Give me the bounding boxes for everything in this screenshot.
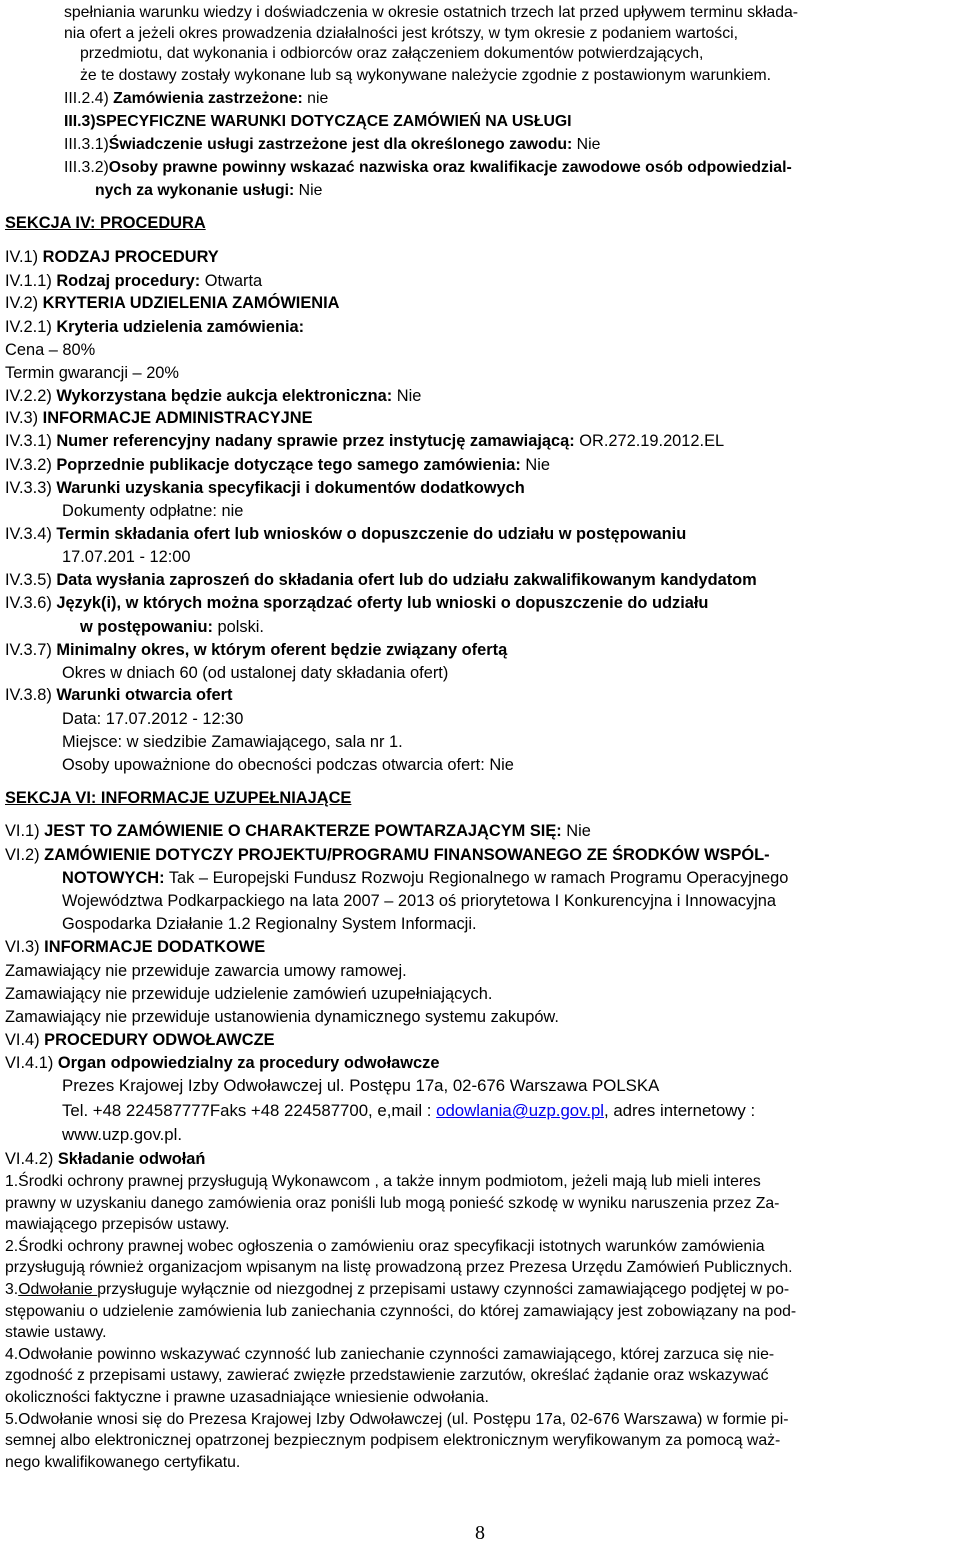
text-line: stępowaniu o udzielenie zamówienia lub zaniechania czynności, do której zamawiający jest zobowiązany na pod- bbox=[5, 1303, 797, 1320]
text-line: okoliczności faktyczne i prawne uzasadniające wniesienie odwołania. bbox=[5, 1389, 489, 1406]
text-line: Zamawiający nie przewiduje zawarcia umowy ramowej. bbox=[5, 962, 407, 980]
section-vi-4-2: VI.4.2) Składanie odwołań bbox=[5, 1150, 206, 1168]
appeal-authority-www: www.uzp.gov.pl. bbox=[62, 1125, 183, 1144]
appeal-authority-contact: Tel. +48 224587777Faks +48 224587700, e,mail : odowlania@uzp.gov.pl, adres internetowy : bbox=[62, 1101, 756, 1120]
criterion-price: Cena – 80% bbox=[5, 341, 96, 359]
section-iv-2-2: IV.2.2) Wykorzystana będzie aukcja elektroniczna: Nie bbox=[5, 387, 422, 405]
binding-period: Okres w dniach 60 (od ustalonej daty składania ofert) bbox=[62, 664, 449, 682]
section-vi-3: VI.3) INFORMACJE DODATKOWE bbox=[5, 938, 266, 956]
section-iv-2: IV.2) KRYTERIA UDZIELENIA ZAMÓWIENIA bbox=[5, 294, 340, 312]
text-line: 1.Środki ochrony prawnej przysługują Wykonawcom , a także innym podmiotom, jeżeli mają lub mieli interes bbox=[5, 1173, 761, 1190]
section-vi-heading: SEKCJA VI: INFORMACJE UZUPEŁNIAJĄCE bbox=[5, 789, 352, 807]
appeal-authority-address: Prezes Krajowej Izby Odwoławczej ul. Postępu 17a, 02-676 Warszawa POLSKA bbox=[62, 1076, 660, 1095]
offer-deadline: 17.07.201 - 12:00 bbox=[62, 548, 191, 566]
text-line: przysługują również organizacjom wpisanym na listę prowadzoną przez Prezesa Urzędu Zamówień Publicznych. bbox=[5, 1259, 793, 1276]
text-line: stawie ustawy. bbox=[5, 1324, 107, 1341]
section-iv-3: IV.3) INFORMACJE ADMINISTRACYJNE bbox=[5, 409, 313, 427]
section-iv-3-1: IV.3.1) Numer referencyjny nadany sprawie przez instytucję zamawiającą: OR.272.19.2012.EL bbox=[5, 432, 725, 450]
section-iii-3-2: III.3.2)Osoby prawne powinny wskazać nazwiska oraz kwalifikacje zawodowe osób odpowiedzial- bbox=[64, 159, 792, 176]
section-iv-3-7: IV.3.7) Minimalny okres, w którym oferent będzie związany ofertą bbox=[5, 641, 508, 659]
email-link[interactable]: odowlania@uzp.gov.pl bbox=[436, 1101, 605, 1120]
text-line: 4.Odwołanie powinno wskazywać czynność lub zaniechanie czynności zamawiającego, której zarzuca się nie- bbox=[5, 1346, 775, 1363]
section-iii-3-1: III.3.1)Świadczenie usługi zastrzeżone jest dla określonego zawodu: Nie bbox=[64, 136, 601, 153]
section-iii-3-heading: III.3)SPECYFICZNE WARUNKI DOTYCZĄCE ZAMÓWIEŃ NA USŁUGI bbox=[64, 113, 572, 130]
text-line: 5.Odwołanie wnosi się do Prezesa Krajowej Izby Odwoławczej (ul. Postępu 17a, 02-676 Warszawa) w formie pi- bbox=[5, 1411, 789, 1428]
section-vi-4-1: VI.4.1) Organ odpowiedzialny za procedury odwoławcze bbox=[5, 1054, 440, 1072]
section-iv-3-6: IV.3.6) Język(i), w których można sporządzać oferty lub wnioski o dopuszczenie do udziału bbox=[5, 594, 709, 612]
criterion-warranty: Termin gwarancji – 20% bbox=[5, 364, 179, 382]
section-vi-2-cont: NOTOWYCH: Tak – Europejski Fundusz Rozwoju Regionalnego w ramach Programu Operacyjnego bbox=[62, 869, 789, 887]
text-line: zgodność z przepisami ustawy, zawierać zwięzłe przedstawienie zarzutów, określać żądanie oraz wskazywać bbox=[5, 1367, 769, 1384]
text-line: 3.Odwołanie przysługuje wyłącznie od niezgodnej z przepisami ustawy czynności zamawiającego podjętej w po- bbox=[5, 1281, 790, 1298]
section-iv-3-4: IV.3.4) Termin składania ofert lub wniosków o dopuszczenie do udziału w postępowaniu bbox=[5, 525, 687, 543]
section-iii-2-4: III.2.4) Zamówienia zastrzeżone: nie bbox=[64, 90, 329, 107]
opening-date: Data: 17.07.2012 - 12:30 bbox=[62, 710, 244, 728]
text-line: 2.Środki ochrony prawnej wobec ogłoszenia o zamówieniu oraz specyfikacji istotnych warunków zamówienia bbox=[5, 1238, 765, 1255]
text-line: Gospodarka Działanie 1.2 Regionalny System Informacji. bbox=[62, 915, 477, 933]
text-line: spełniania warunku wiedzy i doświadczenia w okresie ostatnich trzech lat przed upływem terminu składa- bbox=[64, 4, 799, 21]
text-line: nia ofert a jeżeli okres prowadzenia działalności jest krótszy, w tym okresie z podaniem wartości, bbox=[64, 25, 738, 42]
opening-attendees: Osoby upoważnione do obecności podczas otwarcia ofert: Nie bbox=[62, 756, 514, 774]
text-line: Zamawiający nie przewiduje ustanowienia dynamicznego systemu zakupów. bbox=[5, 1008, 559, 1026]
page-number: 8 bbox=[475, 1522, 485, 1544]
text-line: że te dostawy zostały wykonane lub są wykonywane należycie zgodnie z postawionym warunkiem. bbox=[80, 67, 772, 84]
text-line: nego kwalifikowanego certyfikatu. bbox=[5, 1454, 241, 1471]
section-iv-3-6-cont: w postępowaniu: polski. bbox=[80, 618, 264, 636]
text-line: przedmiotu, dat wykonania i odbiorców oraz załączeniem dokumentów potwierdzających, bbox=[80, 45, 704, 62]
docs-paid: Dokumenty odpłatne: nie bbox=[62, 502, 244, 520]
section-iv-3-8: IV.3.8) Warunki otwarcia ofert bbox=[5, 686, 233, 704]
text-line: mawiającego przepisów ustawy. bbox=[5, 1216, 230, 1233]
section-iv-heading: SEKCJA IV: PROCEDURA bbox=[5, 214, 206, 232]
section-vi-4: VI.4) PROCEDURY ODWOŁAWCZE bbox=[5, 1031, 275, 1049]
section-iv-3-3: IV.3.3) Warunki uzyskania specyfikacji i dokumentów dodatkowych bbox=[5, 479, 525, 497]
section-iv-2-1: IV.2.1) Kryteria udzielenia zamówienia: bbox=[5, 318, 305, 336]
section-vi-1: VI.1) JEST TO ZAMÓWIENIE O CHARAKTERZE POWTARZAJĄCYM SIĘ: Nie bbox=[5, 822, 591, 840]
text-line: prawny w uzyskaniu danego zamówienia oraz poniśli lub mogą ponieść szkodę w wyniku naruszenia przez Za- bbox=[5, 1195, 780, 1212]
section-iv-1: IV.1) RODZAJ PROCEDURY bbox=[5, 248, 219, 266]
section-iii-3-2-cont: nych za wykonanie usługi: Nie bbox=[95, 182, 323, 199]
section-iv-1-1: IV.1.1) Rodzaj procedury: Otwarta bbox=[5, 272, 263, 290]
section-iv-3-2: IV.3.2) Poprzednie publikacje dotyczące tego samego zamówienia: Nie bbox=[5, 456, 551, 474]
section-vi-2: VI.2) ZAMÓWIENIE DOTYCZY PROJEKTU/PROGRAMU FINANSOWANEGO ZE ŚRODKÓW WSPÓL- bbox=[5, 846, 770, 864]
text-line: Województwa Podkarpackiego na lata 2007 – 2013 oś priorytetowa I Konkurencyjna i Innowacyjna bbox=[62, 892, 777, 910]
section-iv-3-5: IV.3.5) Data wysłania zaproszeń do składania ofert lub do udziału zakwalifikowanym kandydatom bbox=[5, 571, 757, 589]
text-line: semnej albo elektronicznej opatrzonej bezpiecznym podpisem elektronicznym weryfikowanym za pomocą waż- bbox=[5, 1432, 781, 1449]
opening-place: Miejsce: w siedzibie Zamawiającego, sala nr 1. bbox=[62, 733, 403, 751]
text-line: Zamawiający nie przewiduje udzielenie zamówień uzupełniających. bbox=[5, 985, 493, 1003]
